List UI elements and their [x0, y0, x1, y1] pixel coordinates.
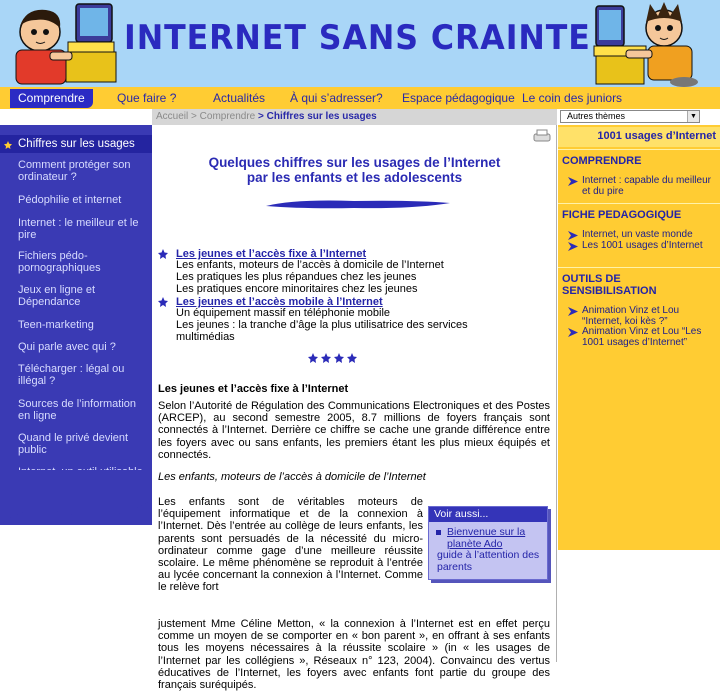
right-section-title: OUTILS DE SENSIBILISATION — [562, 273, 657, 297]
sidebar-item-prive-public[interactable]: Quand le privé devient public — [18, 432, 129, 456]
star-bullet-icon — [158, 249, 168, 259]
arrow-bullet-icon — [568, 231, 578, 240]
paragraph: Les enfants sont de véritables moteurs de l’équipement informatique et de la connexion à l’Internet. Dès l’entrée au collège de leurs enfants, les parents sont persuadés de la nécessité du micro-ordinateur comme gage d’une meilleure réussite scolaire. Le même phénomène se reproduit à l’entrée au lycée concernant la connexion à l’Internet. Comme le relève fort — [158, 496, 423, 594]
right-header: 1001 usages d’Internet — [558, 127, 720, 147]
nav-coin-des-juniors[interactable]: Le coin des juniors — [522, 91, 623, 105]
breadcrumb-section[interactable]: Comprendre — [199, 111, 256, 122]
breadcrumb — [152, 109, 557, 125]
sidebar-item-qui-parle[interactable]: Qui parle avec qui ? — [18, 341, 116, 353]
sidebar-item-sources[interactable]: Sources de l’information en ligne — [18, 398, 137, 422]
nav-que-faire[interactable]: Que faire ? — [117, 91, 177, 105]
nav-a-qui-sadresser[interactable]: À qui s’adresser? — [290, 91, 383, 105]
toc-line: Les jeunes : la tranche d’âge la plus utilisatrice des services — [176, 319, 468, 331]
arrow-bullet-icon — [568, 307, 578, 316]
divider — [558, 149, 720, 150]
sub-heading: Les enfants, moteurs de l’accès à domicile de l’Internet — [158, 471, 426, 483]
see-also-text: guide à l’attention des parents — [437, 549, 540, 573]
boy-at-computer-illustration — [6, 2, 116, 86]
right-link[interactable]: Animation Vinz et Lou “Les 1001 usages d’Internet” — [582, 326, 702, 348]
toc-line: multimédias — [176, 331, 235, 343]
site-title: INTERNET SANS CRAINTE — [124, 18, 591, 58]
breadcrumb-spacer — [0, 109, 152, 125]
right-link[interactable]: Internet, un vaste monde — [582, 229, 693, 240]
bullet-icon — [436, 530, 441, 535]
toc-line: Les pratiques encore minoritaires chez les jeunes — [176, 283, 418, 295]
paragraph: Selon l’Autorité de Régulation des Communications Electroniques et des Postes (ARCEP), au second semestre 2005, 8.7 millions de foyers français sont connectés à l’Internet. Derrière ce chiffre se cache une grande différence entre les foyers avec ou sans enfants, les premiers étant les plus mieux équipés et connectés. — [158, 400, 550, 461]
right-link[interactable]: Animation Vinz et Lou “Internet, koi kès ?” — [582, 305, 680, 327]
arrow-bullet-icon — [568, 328, 578, 337]
section-heading: Les jeunes et l’accès fixe à l’Internet — [158, 383, 349, 395]
main-navigation — [0, 87, 720, 109]
right-section-title: FICHE PEDAGOGIQUE — [562, 209, 682, 221]
stars-divider-icon — [308, 353, 358, 363]
nav-actualites[interactable]: Actualités — [213, 91, 266, 105]
breadcrumb-separator: > — [258, 111, 264, 122]
right-link[interactable]: Internet : capable du meilleur et du pire — [582, 175, 711, 197]
sidebar-item-label: Chiffres sur les usages — [18, 138, 135, 150]
nav-comprendre[interactable]: Comprendre — [10, 89, 93, 108]
theme-select-value: Autres thèmes — [567, 111, 626, 121]
paragraph: justement Mme Céline Metton, « la connexion à l’Internet est en effet perçu comme un moyen de se comporter en « bon parent », en offrant à ses enfants tous les moyens nécessaires à la réussite scolaire » (in « les usages de l’Internet par les collégiens », Réseaux n° 123, 2004). Convaincu des vertus éducatives de l’Internet, les foyers avec enfants font partie du groupe des français suréquipés. — [158, 618, 550, 691]
sidebar-item-telecharger[interactable]: Télécharger : légal ou illégal ? — [18, 363, 125, 387]
toc-line: Les pratiques les plus répandues chez les jeunes — [176, 271, 417, 283]
brush-underline-decoration — [264, 197, 452, 211]
right-column — [558, 125, 720, 550]
sidebar-item-meilleur-pire[interactable]: Internet : le meilleur et le pire — [18, 217, 139, 241]
right-section-title: COMPRENDRE — [562, 155, 642, 167]
sidebar-item-teen-marketing[interactable]: Teen-marketing — [18, 319, 94, 331]
main-content — [152, 125, 557, 691]
girl-at-computer-illustration — [594, 2, 704, 86]
nav-espace-pedagogique[interactable]: Espace pédagogique — [402, 91, 515, 105]
sidebar-item-jeux[interactable]: Jeux en ligne et Dépendance — [18, 284, 96, 308]
star-bullet-icon — [4, 141, 12, 149]
theme-select[interactable] — [560, 110, 700, 123]
divider — [558, 267, 720, 268]
site-header — [0, 0, 720, 87]
see-also-link[interactable]: Bienvenue sur la planète Ado — [447, 526, 526, 550]
sidebar — [0, 125, 152, 525]
page-title-line: Quelques chiffres sur les usages de l’Internet — [208, 155, 501, 170]
arrow-bullet-icon — [568, 242, 578, 251]
breadcrumb-separator: > — [191, 111, 197, 122]
toc-line: Les enfants, moteurs de l’accès à domicile de l’Internet — [176, 259, 444, 271]
toc-link-acces-fixe[interactable]: Les jeunes et l’accès fixe à l’Internet — [176, 248, 367, 260]
sidebar-wave-decoration — [0, 470, 152, 540]
sidebar-item-chiffres[interactable] — [0, 135, 152, 153]
toc-line: Un équipement massif en téléphonie mobile — [176, 307, 391, 319]
sidebar-item-fichiers[interactable]: Fichiers pédo-pornographiques — [18, 250, 101, 274]
see-also-box — [428, 506, 548, 580]
right-link[interactable]: Les 1001 usages d’Internet — [582, 240, 703, 251]
sidebar-item-pedophilie[interactable]: Pédophilie et internet — [18, 194, 122, 206]
breadcrumb-current: Chiffres sur les usages — [266, 111, 377, 122]
toc-link-acces-mobile[interactable]: Les jeunes et l’accès mobile à l’Internet — [176, 296, 383, 308]
sidebar-item-proteger[interactable]: Comment protéger son ordinateur ? — [18, 159, 131, 183]
page-title-line: par les enfants et les adolescents — [246, 170, 463, 185]
page-title — [152, 155, 557, 185]
star-bullet-icon — [158, 297, 168, 307]
breadcrumb-home[interactable]: Accueil — [156, 111, 189, 122]
see-also-title: Voir aussi... — [429, 507, 547, 522]
arrow-bullet-icon — [568, 177, 578, 186]
divider — [558, 203, 720, 204]
print-icon[interactable] — [530, 129, 554, 143]
chevron-down-icon[interactable]: ▼ — [687, 111, 699, 122]
